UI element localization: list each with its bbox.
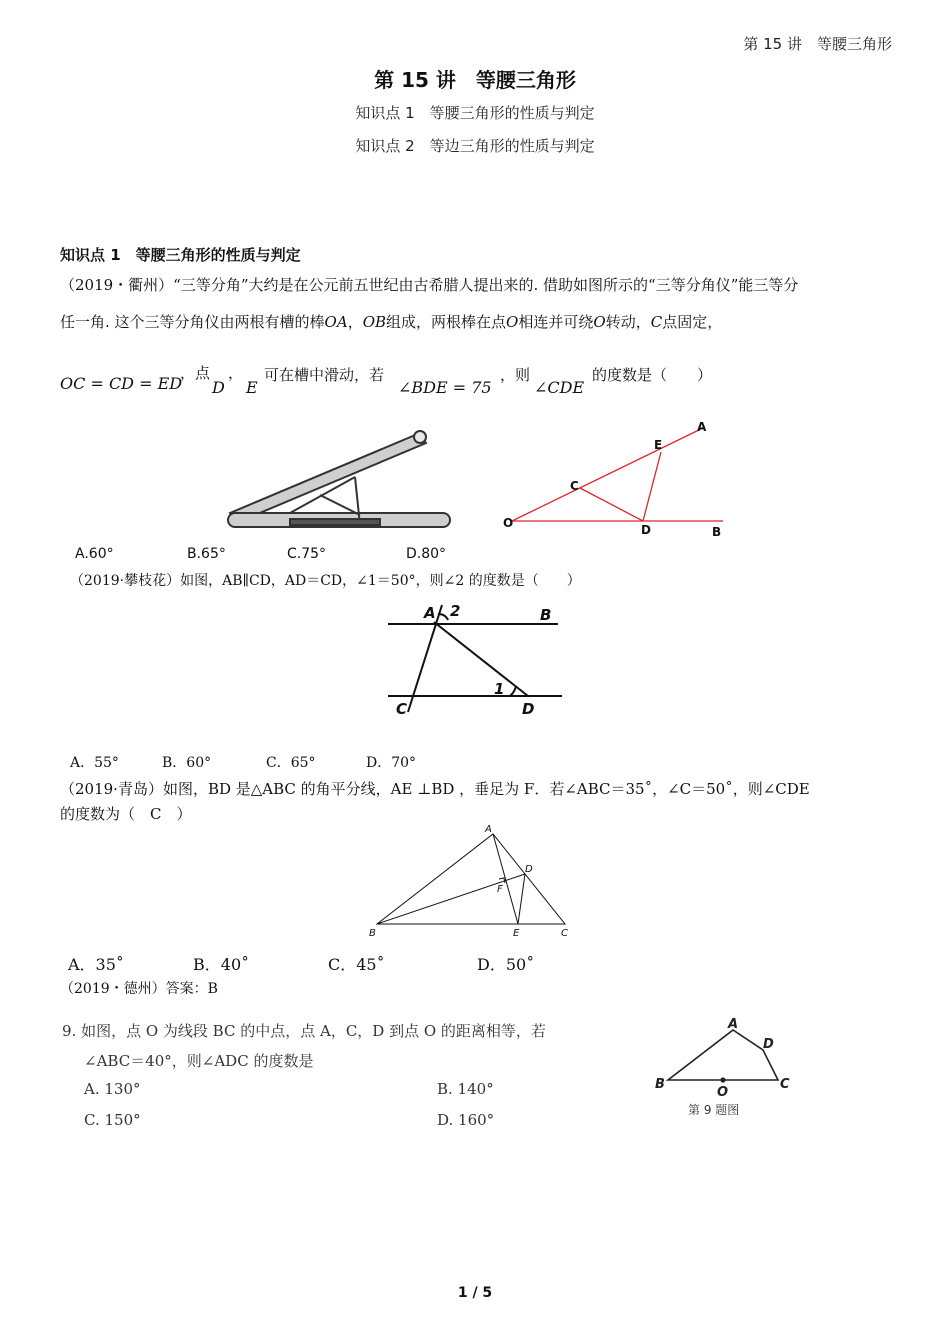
q1-point-label: ，点 (180, 364, 211, 382)
label-c: C (561, 928, 568, 939)
label-b: B (655, 1077, 665, 1092)
figure-caption: 第 9 题图 (688, 1103, 740, 1117)
label-f: F (497, 884, 503, 895)
q1-d: D (212, 378, 225, 397)
q4-figure (650, 1012, 800, 1122)
label-d: D (641, 523, 651, 537)
q3-figure (365, 822, 580, 942)
q1-angle-bde: ∠BDE = 75 (398, 378, 492, 397)
q4-option-d: D. 160° (437, 1111, 495, 1129)
label-c: C (570, 479, 579, 493)
q2-figure (380, 600, 570, 720)
segment-ae (493, 834, 518, 924)
q1-e: E (246, 378, 258, 397)
label-b: B (712, 525, 722, 539)
bisector-bd (377, 874, 525, 924)
q1-geometry-figure (495, 415, 735, 545)
q2-option-b: B．60° (162, 755, 212, 771)
label-a: A (485, 824, 492, 835)
q4-option-c: C. 150° (84, 1111, 141, 1129)
q1-comma: ， (228, 364, 244, 382)
trisector-knob (414, 431, 426, 443)
q4-source: （2019・德州）答案：B (60, 981, 218, 997)
label-o: O (717, 1085, 729, 1100)
q1-angle-cde: ∠CDE (534, 378, 585, 397)
q2-stem: （2019·攀枝花）如图，AB∥CD，AD＝CD，∠1＝50°，则∠2 的度数是（ ） (70, 573, 581, 589)
label-a: A (424, 604, 436, 622)
label-b: B (540, 606, 552, 624)
q4-option-a: A. 130° (84, 1080, 141, 1098)
running-header: 第 15 讲 等腰三角形 (743, 35, 892, 53)
label-c: C (780, 1077, 790, 1092)
segment-cd (580, 488, 643, 521)
q3-line2: 的度数为（ C ） (60, 805, 192, 823)
q1-option-b: B.65° (187, 546, 226, 562)
label-b: B (369, 928, 376, 939)
section-heading: 知识点 1 等腰三角形的性质与判定 (60, 246, 301, 264)
q1-option-d: D.80° (406, 546, 447, 562)
segment-de (643, 452, 661, 521)
q2-option-c: C．65° (266, 755, 316, 771)
ray-oa (512, 427, 705, 521)
label-e: E (654, 438, 663, 452)
label-d: D (763, 1037, 774, 1052)
q4-line1: 9. 如图，点 O 为线段 BC 的中点，点 A，C，D 到点 O 的距离相等，若 (62, 1022, 546, 1040)
trisector-figure (220, 415, 460, 540)
line-ad (434, 622, 528, 696)
toc-item-2: 知识点 2 等边三角形的性质与判定 (355, 137, 595, 155)
page-number: 1 / 5 (457, 1285, 493, 1301)
label-c: C (396, 700, 408, 718)
label-e: E (513, 928, 520, 939)
q4-option-b: B. 140° (437, 1080, 494, 1098)
label-o: O (503, 516, 514, 530)
label-1: 1 (494, 680, 505, 698)
angle-1-arc (510, 686, 516, 696)
label-d: D (522, 700, 535, 718)
q3-option-c: C．45˚ (328, 955, 385, 974)
angle-2-arc (438, 614, 448, 620)
q1-line1: （2019・衢州）“三等分角”大约是在公元前五世纪由古希腊人提出来的. 借助如图所示的“三等分角仪”能三等分 (60, 276, 799, 294)
label-a: A (697, 420, 707, 434)
q2-option-a: A．55° (70, 755, 119, 771)
q3-option-a: A．35˚ (68, 955, 124, 974)
label-a: A (728, 1017, 739, 1032)
trisector-groove (290, 519, 380, 525)
q3-option-b: B．40˚ (193, 955, 250, 974)
label-2: 2 (450, 602, 461, 620)
triangle-abc (377, 834, 565, 924)
q1-option-c: C.75° (287, 546, 327, 562)
page-title: 第 15 讲 等腰三角形 (374, 68, 576, 92)
segment-de (518, 874, 525, 924)
q1-then: ，则 (500, 366, 531, 384)
q1-eq: OC = CD = ED (60, 374, 183, 393)
quadrilateral-abcd (668, 1030, 778, 1080)
q2-option-d: D．70° (366, 755, 417, 771)
label-d: D (525, 864, 533, 875)
q1-slide: 可在槽中滑动，若 (264, 366, 385, 384)
q1-line2: 任一角. 这个三等分角仪由两根有槽的棒OA，OB组成，两根棒在点O相连并可绕O转动，C点固定， (60, 313, 723, 331)
q3-option-d: D．50˚ (477, 955, 535, 974)
q1-ask: 的度数是（ ） (592, 366, 713, 384)
q3-line1: （2019·青岛）如图，BD 是△ABC 的角平分线，AE ⊥BD ，垂足为 F．若∠ABC＝35˚，∠C＝50˚，则∠CDE (60, 780, 810, 798)
midpoint-o (721, 1078, 725, 1082)
q4-line2: ∠ABC＝40°，则∠ADC 的度数是 (84, 1052, 314, 1070)
q1-option-a: A.60° (75, 546, 114, 562)
trisector-rod-oa (230, 433, 426, 523)
toc-item-1: 知识点 1 等腰三角形的性质与判定 (355, 104, 595, 122)
